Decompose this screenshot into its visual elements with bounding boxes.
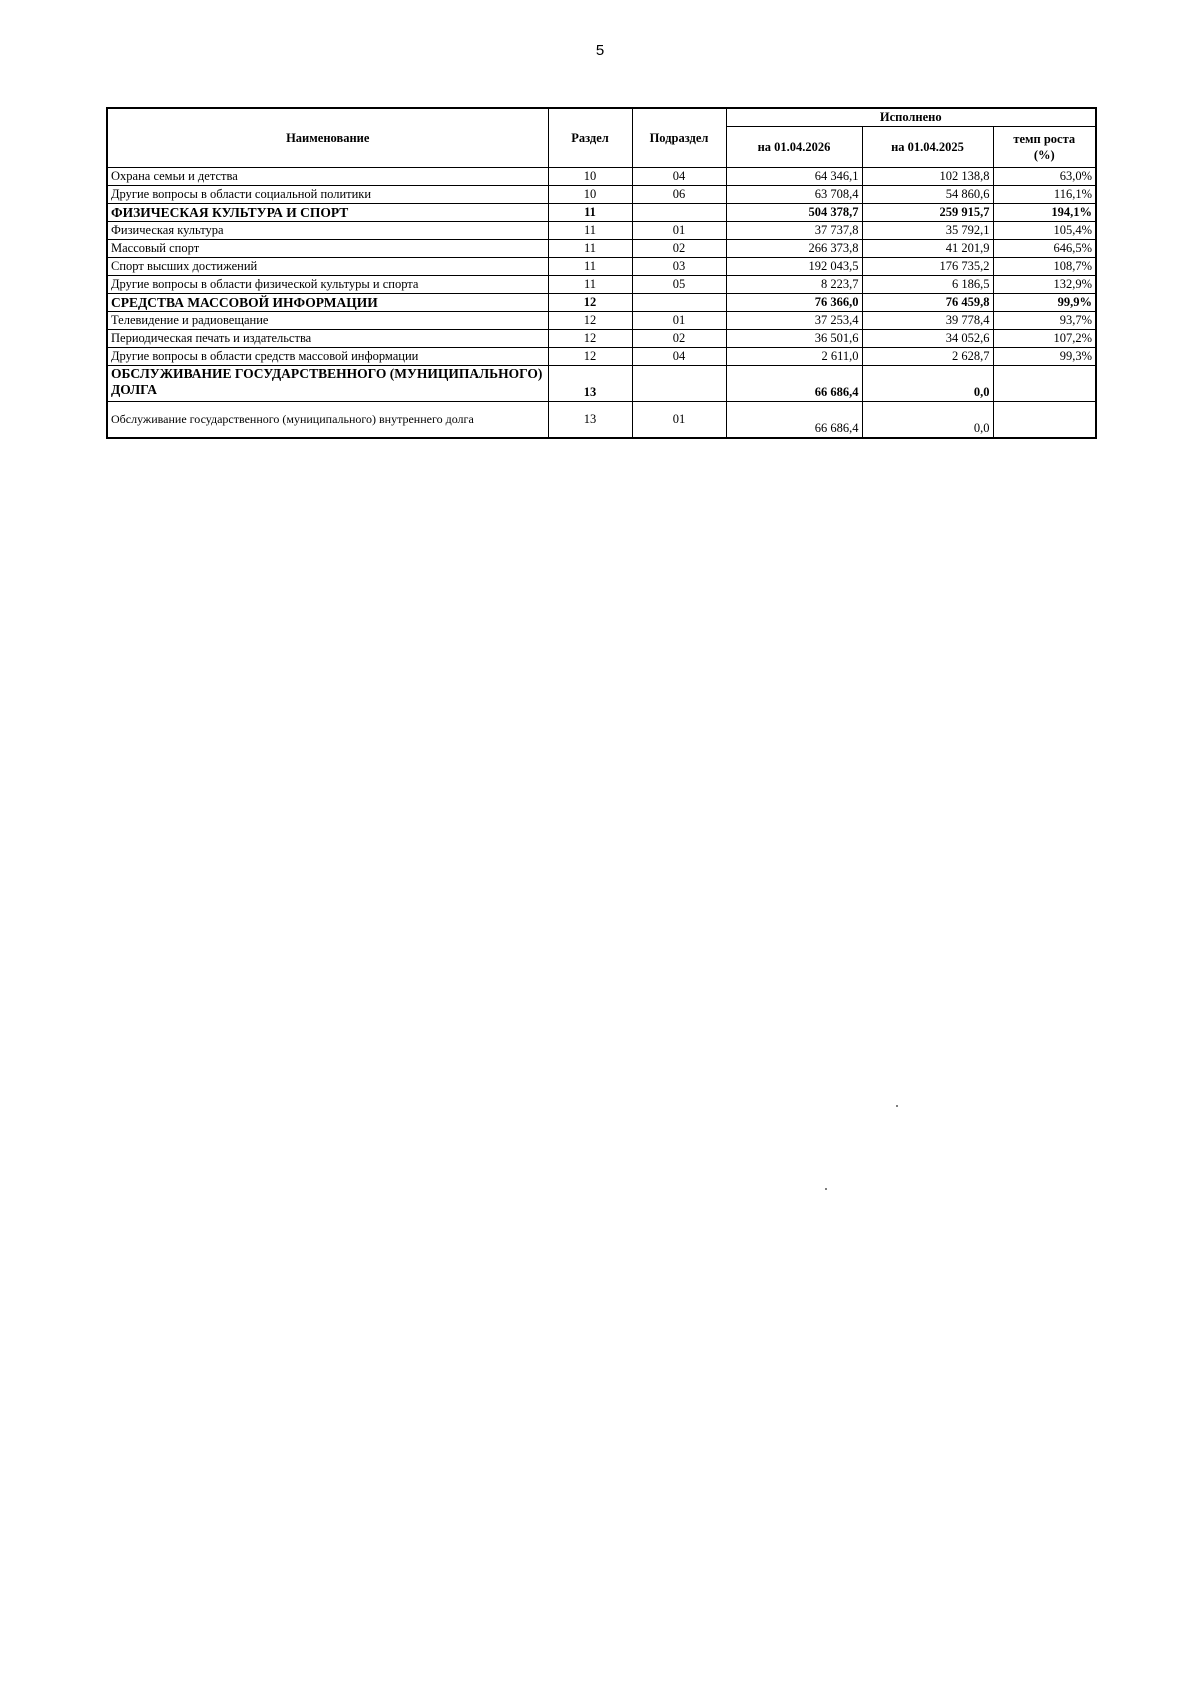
row-value-2026: 266 373,8	[726, 240, 862, 258]
table-row	[107, 168, 1096, 186]
row-value-2025: 0,0	[862, 402, 993, 439]
header-date-2025: на 01.04.2025	[862, 127, 993, 168]
row-value-2026: 192 043,5	[726, 258, 862, 276]
row-value-2026: 76 366,0	[726, 294, 862, 312]
row-value-2026: 64 346,1	[726, 168, 862, 186]
row-growth-rate: 93,7%	[993, 312, 1096, 330]
header-growth-line2: (%)	[1033, 148, 1055, 162]
table-body	[107, 168, 1096, 439]
scan-speck	[896, 1105, 898, 1107]
row-name: Другие вопросы в области социальной политики	[107, 186, 548, 204]
row-growth-rate: 116,1%	[993, 186, 1096, 204]
row-subsection: 04	[632, 168, 726, 186]
row-value-2025: 76 459,8	[862, 294, 993, 312]
table-row-section-total	[107, 366, 1096, 402]
header-date-2026: на 01.04.2026	[726, 127, 862, 168]
row-section: 11	[548, 222, 632, 240]
row-value-2026: 37 737,8	[726, 222, 862, 240]
header-subsection: Подраздел	[632, 108, 726, 168]
row-subsection	[632, 294, 726, 312]
row-value-2025: 35 792,1	[862, 222, 993, 240]
header-growth-rate	[993, 127, 1096, 168]
table-row	[107, 312, 1096, 330]
header-growth-line1: темп роста	[1013, 132, 1076, 146]
table-row	[107, 276, 1096, 294]
row-name: Спорт высших достижений	[107, 258, 548, 276]
row-subsection: 03	[632, 258, 726, 276]
row-growth-rate: 99,9%	[993, 294, 1096, 312]
row-section: 10	[548, 186, 632, 204]
row-subsection: 06	[632, 186, 726, 204]
row-section: 13	[548, 366, 632, 402]
row-section: 12	[548, 330, 632, 348]
header-name: Наименование	[107, 108, 548, 168]
row-section: 11	[548, 204, 632, 222]
row-growth-rate: 63,0%	[993, 168, 1096, 186]
row-section: 12	[548, 294, 632, 312]
row-value-2025: 41 201,9	[862, 240, 993, 258]
table-row	[107, 402, 1096, 439]
table-row	[107, 240, 1096, 258]
row-name: СРЕДСТВА МАССОВОЙ ИНФОРМАЦИИ	[107, 294, 548, 312]
row-section: 11	[548, 258, 632, 276]
row-name: Периодическая печать и издательства	[107, 330, 548, 348]
row-name: Другие вопросы в области средств массовой информации	[107, 348, 548, 366]
row-section: 10	[548, 168, 632, 186]
header-executed: Исполнено	[726, 108, 1096, 127]
row-growth-rate: 194,1%	[993, 204, 1096, 222]
row-subsection	[632, 204, 726, 222]
row-subsection	[632, 366, 726, 402]
row-growth-rate	[993, 402, 1096, 439]
row-subsection: 04	[632, 348, 726, 366]
table-row	[107, 222, 1096, 240]
table-row	[107, 348, 1096, 366]
row-subsection: 02	[632, 330, 726, 348]
row-growth-rate: 108,7%	[993, 258, 1096, 276]
row-section: 11	[548, 240, 632, 258]
row-value-2026: 36 501,6	[726, 330, 862, 348]
row-growth-rate: 132,9%	[993, 276, 1096, 294]
row-name: Другие вопросы в области физической культуры и спорта	[107, 276, 548, 294]
row-name: Массовый спорт	[107, 240, 548, 258]
row-subsection: 02	[632, 240, 726, 258]
row-value-2025: 176 735,2	[862, 258, 993, 276]
row-name: Обслуживание государственного (муниципального) внутреннего долга	[107, 402, 548, 439]
row-subsection: 05	[632, 276, 726, 294]
row-growth-rate: 107,2%	[993, 330, 1096, 348]
row-name: ОБСЛУЖИВАНИЕ ГОСУДАРСТВЕННОГО (МУНИЦИПАЛЬНОГО) ДОЛГА	[107, 366, 548, 402]
row-subsection: 01	[632, 222, 726, 240]
row-value-2025: 0,0	[862, 366, 993, 402]
row-name: Физическая культура	[107, 222, 548, 240]
table-row-section-total	[107, 204, 1096, 222]
row-section: 12	[548, 312, 632, 330]
row-value-2025: 39 778,4	[862, 312, 993, 330]
row-value-2025: 54 860,6	[862, 186, 993, 204]
row-value-2026: 37 253,4	[726, 312, 862, 330]
row-value-2026: 2 611,0	[726, 348, 862, 366]
row-value-2026: 504 378,7	[726, 204, 862, 222]
row-value-2026: 63 708,4	[726, 186, 862, 204]
row-growth-rate: 99,3%	[993, 348, 1096, 366]
row-value-2026: 66 686,4	[726, 402, 862, 439]
row-name: Охрана семьи и детства	[107, 168, 548, 186]
row-name: ФИЗИЧЕСКАЯ КУЛЬТУРА И СПОРТ	[107, 204, 548, 222]
row-value-2026: 66 686,4	[726, 366, 862, 402]
row-section: 13	[548, 402, 632, 439]
row-value-2025: 6 186,5	[862, 276, 993, 294]
row-value-2025: 34 052,6	[862, 330, 993, 348]
header-section: Раздел	[548, 108, 632, 168]
row-section: 12	[548, 348, 632, 366]
budget-execution-table	[106, 107, 1097, 439]
table-row	[107, 186, 1096, 204]
row-growth-rate: 646,5%	[993, 240, 1096, 258]
table-row	[107, 330, 1096, 348]
table-row	[107, 258, 1096, 276]
table-header	[107, 108, 1096, 168]
row-subsection: 01	[632, 312, 726, 330]
row-value-2025: 2 628,7	[862, 348, 993, 366]
row-growth-rate: 105,4%	[993, 222, 1096, 240]
row-section: 11	[548, 276, 632, 294]
scan-speck	[825, 1188, 827, 1190]
row-value-2025: 259 915,7	[862, 204, 993, 222]
row-value-2025: 102 138,8	[862, 168, 993, 186]
page-number: 5	[595, 42, 605, 59]
row-growth-rate	[993, 366, 1096, 402]
table-row-section-total	[107, 294, 1096, 312]
row-subsection: 01	[632, 402, 726, 439]
row-value-2026: 8 223,7	[726, 276, 862, 294]
row-name: Телевидение и радиовещание	[107, 312, 548, 330]
